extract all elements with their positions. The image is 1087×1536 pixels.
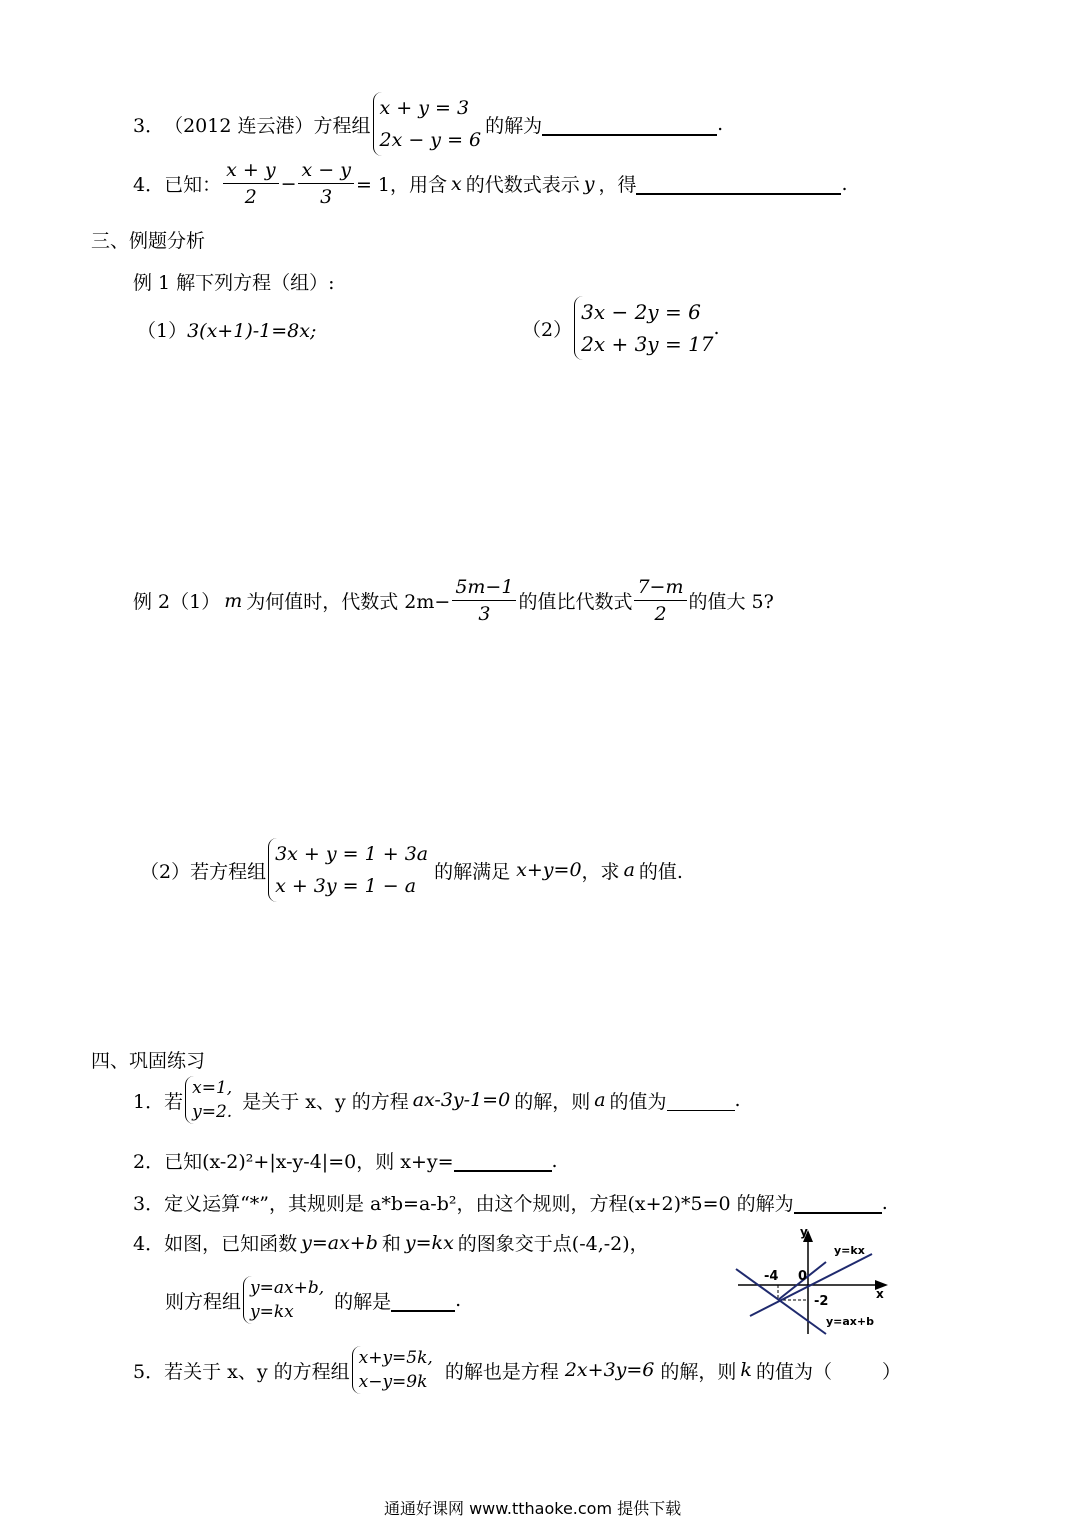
- p1-a: a: [594, 1089, 606, 1111]
- ex2-b-text1: 的解满足: [434, 860, 511, 883]
- p4-text3: 的解是: [334, 1290, 392, 1313]
- example-2-part-2: [140, 838, 683, 902]
- p5-close: ）: [881, 1360, 901, 1383]
- function-graph: [730, 1222, 900, 1340]
- p1-text2: 的解，则: [514, 1090, 591, 1113]
- p5-text2: 的解也是方程: [444, 1360, 559, 1383]
- q4-eq: = 1，用含: [355, 174, 447, 196]
- p4-answer-blank[interactable]: [391, 1309, 455, 1312]
- q4-minus: −: [280, 172, 297, 195]
- q3-suffix: 的解为: [485, 114, 543, 137]
- p5-eq1: x+y=5k,: [358, 1348, 433, 1368]
- section-3-title: 三、例题分析: [91, 230, 206, 252]
- ex2-a-text3: 的值大 5?: [688, 591, 774, 613]
- question-3: [133, 92, 723, 156]
- p3-text: 定义运算“*”，其规则是 a*b=a-b²，由这个规则，方程(x+2)*5=0 的解为: [164, 1193, 794, 1215]
- p5-text3: 的解，则: [660, 1360, 737, 1383]
- example-1-part-2: [522, 296, 720, 360]
- p4-text2: 的图象交于点(-4,-2)，: [457, 1233, 649, 1255]
- ex2-a-text2: 的值比代数式: [518, 591, 633, 613]
- p2-answer-blank[interactable]: [454, 1169, 552, 1172]
- p2-number: 2．: [133, 1151, 165, 1173]
- p4-eq1: y=ax+b,: [250, 1278, 325, 1298]
- practice-4-line-1: [133, 1229, 649, 1256]
- q4-fraction-1: [223, 157, 278, 210]
- p4-system: [243, 1276, 324, 1324]
- x-axis-label: x: [876, 1287, 884, 1301]
- question-4: [133, 157, 848, 210]
- p1-equation: ax-3y-1=0: [412, 1089, 511, 1111]
- ex1-p1-label: （1）: [137, 320, 188, 342]
- ex2-b-eq1: 3x + y = 1 + 3a: [275, 843, 429, 865]
- ex2-b-a: a: [623, 859, 635, 881]
- q3-prefix: （2012 连云港）方程组: [164, 114, 371, 137]
- line-axb-label: y=ax+b: [826, 1315, 874, 1328]
- q4-prefix: 已知：: [164, 174, 222, 196]
- q4-y: y: [583, 172, 595, 195]
- ex2-a-fraction-1: [452, 574, 516, 627]
- practice-2: [133, 1147, 558, 1174]
- p5-k: k: [740, 1359, 752, 1381]
- q4-f2-denominator: 3: [320, 186, 333, 208]
- q4-x: x: [451, 172, 462, 195]
- y-axis-label: y: [800, 1225, 808, 1239]
- ex2-b-eq2: x + 3y = 1 − a: [275, 875, 417, 897]
- practice-4-line-2: [165, 1276, 461, 1324]
- p3-number: 3．: [133, 1193, 165, 1215]
- q4-f1-numerator: x + y: [223, 157, 278, 184]
- p5-eq2: x−y=9k: [358, 1372, 428, 1392]
- q3-eq2: 2x − y = 6: [379, 129, 482, 151]
- p5-number: 5．: [133, 1360, 165, 1383]
- q3-end: .: [717, 113, 724, 135]
- p2-text: 已知(x-2)²+|x-y-4|=0，则 x+y=: [164, 1151, 454, 1173]
- p4-f2: y=kx: [404, 1231, 454, 1254]
- p1-text1: 是关于 x、y 的方程: [242, 1090, 409, 1113]
- p4-and: 和: [381, 1233, 401, 1255]
- q3-number: 3．: [133, 114, 165, 137]
- q4-number: 4．: [133, 174, 165, 196]
- ex2-a-text1: 为何值时，代数式 2m−: [246, 591, 451, 613]
- line-y-ax-b: [736, 1269, 829, 1334]
- p4-number: 4．: [133, 1233, 165, 1255]
- ex1-p2-end: .: [713, 317, 720, 339]
- ex2-a-fraction-2: [634, 574, 686, 627]
- p1-eq2: y=2.: [192, 1102, 233, 1122]
- ex1-p2-label: （2）: [522, 318, 573, 341]
- ex2-a-f2-numerator: 7−m: [634, 574, 686, 601]
- p4-end: .: [455, 1289, 462, 1311]
- p4-prefix2: 则方程组: [165, 1290, 242, 1313]
- q4-fraction-2: [298, 157, 353, 210]
- q3-eq1: x + y = 3: [379, 97, 470, 119]
- ex2-b-label: （2）若方程组: [140, 860, 267, 883]
- p4-text1: 如图，已知函数: [164, 1233, 298, 1255]
- example-2-part-1: [133, 574, 774, 627]
- p3-answer-blank[interactable]: [794, 1211, 882, 1214]
- p5-system: [352, 1346, 433, 1394]
- ex2-b-system: [268, 838, 428, 902]
- p1-system: [185, 1076, 232, 1124]
- p1-answer-blank[interactable]: [667, 1109, 735, 1111]
- q4-f1-denominator: 2: [244, 186, 257, 208]
- p1-number: 1．: [133, 1090, 165, 1113]
- ex2-a-f2-denominator: 2: [654, 603, 667, 625]
- example-1-part-1: [137, 316, 316, 343]
- p5-text1: 若关于 x、y 的方程组: [164, 1360, 350, 1383]
- p5-equation: 2x+3y=6: [564, 1359, 655, 1381]
- ex2-a-label: 例 2（1）: [133, 591, 221, 613]
- p1-eq1: x=1,: [192, 1078, 233, 1098]
- example-1-title: 例 1 解下列方程（组）:: [133, 272, 335, 294]
- ex1-p2-eq1: 3x − 2y = 6: [581, 300, 701, 324]
- q3-answer-blank[interactable]: [542, 133, 717, 136]
- p4-f1: y=ax+b: [301, 1231, 378, 1254]
- practice-5: [133, 1346, 901, 1394]
- ex2-a-m: m: [224, 589, 243, 612]
- q4-suffix: ，得: [598, 174, 637, 196]
- p3-end: .: [881, 1191, 888, 1214]
- origin-label: 0: [798, 1269, 808, 1284]
- line-kx-label: y=kx: [834, 1244, 865, 1257]
- q4-f2-numerator: x − y: [298, 157, 353, 184]
- ex2-b-text3: 的值.: [638, 860, 683, 883]
- practice-1: [133, 1076, 741, 1124]
- ex2-a-f1-numerator: 5m−1: [452, 574, 516, 601]
- p1-text3: 的值为: [609, 1090, 667, 1113]
- footer-credit: 通通好课网 www.tthaoke.com 提供下载: [384, 1499, 682, 1518]
- x-tick-label: -4: [764, 1269, 779, 1284]
- q4-answer-blank[interactable]: [636, 192, 841, 195]
- ex2-a-f1-denominator: 3: [478, 603, 491, 625]
- q4-end: .: [841, 172, 848, 195]
- q4-mid: 的代数式表示: [465, 174, 580, 196]
- p4-eq2: y=kx: [250, 1302, 294, 1322]
- ex1-p1-expression: 3(x+1)-1=8x;: [187, 320, 317, 342]
- ex1-p2-system: [574, 296, 713, 360]
- q3-system: [373, 92, 482, 156]
- ex2-b-condition: x+y=0: [516, 859, 582, 881]
- practice-3: [133, 1189, 888, 1216]
- ex2-b-text2: ，求: [581, 860, 620, 883]
- p1-prefix: 若: [164, 1090, 184, 1113]
- ex1-p2-eq2: 2x + 3y = 17: [581, 332, 714, 356]
- p2-end: .: [551, 1149, 558, 1172]
- p5-text4: 的值为（: [755, 1360, 832, 1383]
- y-tick-label: -2: [814, 1294, 829, 1309]
- p1-end: .: [734, 1089, 741, 1111]
- section-4-title: 四、巩固练习: [91, 1050, 206, 1072]
